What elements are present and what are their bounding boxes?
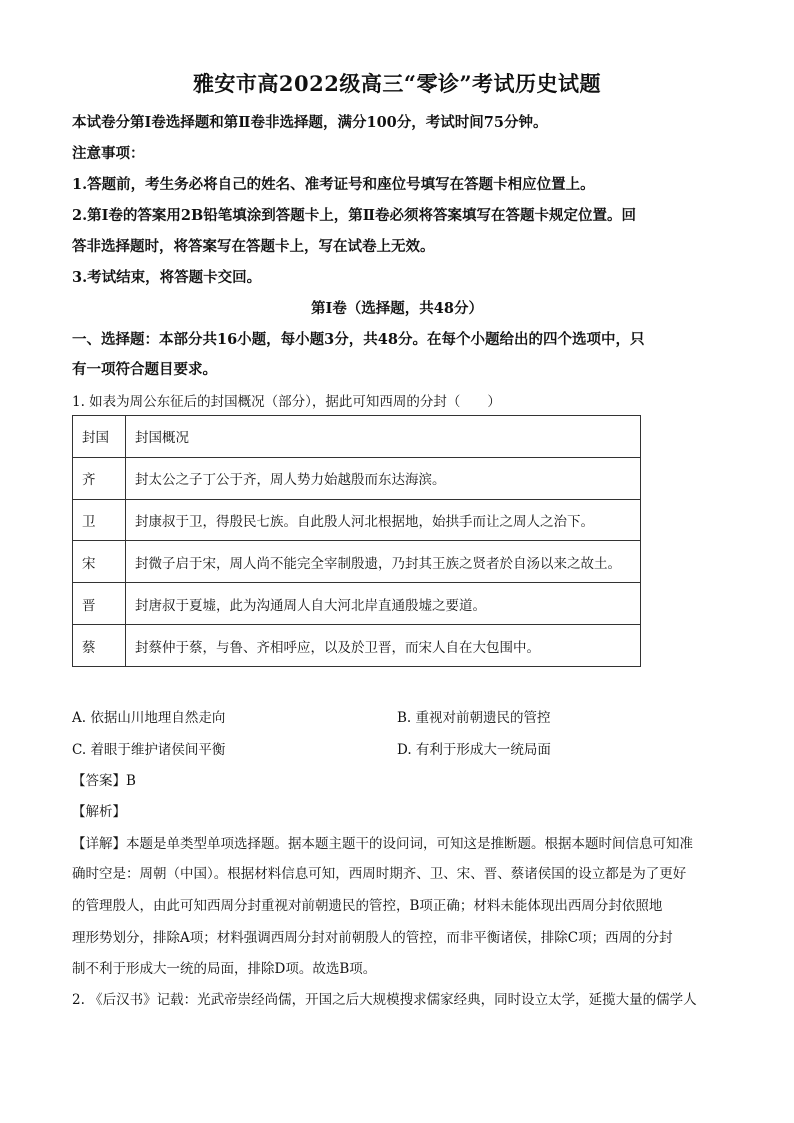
table-header-cell: 封国概况: [126, 416, 641, 458]
table-row: [73, 499, 641, 541]
option-b: B. 重视对前朝遗民的管控: [397, 710, 551, 726]
table-cell-state: 晋: [73, 583, 126, 625]
answer-label: 【答案】B: [72, 773, 136, 789]
table-header-cell: 封国: [73, 416, 126, 458]
table-cell-state: 齐: [73, 457, 126, 499]
option-d: D. 有利于形成大一统局面: [397, 742, 551, 758]
part-heading-line-2: 有一项符合题目要求。: [72, 361, 217, 378]
analysis-line-2: 确时空是：周朝（中国）。根据材料信息可知，西周时期齐、卫、宋、晋、蔡诸侯国的设立都是为了更好: [72, 866, 687, 882]
notice-item-2-cont: 答非选择题时，将答案写在答题卡上，写在试卷上无效。: [72, 238, 435, 255]
table-cell-summary: 封微子启于宋，周人尚不能完全宰制殷遗，乃封其王族之贤者於自汤以来之故土。: [126, 541, 641, 583]
table-cell-state: 卫: [73, 499, 126, 541]
table-cell-summary: 封唐叔于夏墟，此为沟通周人自大河北岸直通殷墟之要道。: [126, 583, 641, 625]
page-title: 雅安市高2022级高三“零诊”考试历史试题: [192, 71, 602, 96]
analysis-line-3: 的管理殷人，由此可知西周分封重视对前朝遗民的管控，B项正确；材料未能体现出西周分封依照地: [72, 898, 663, 914]
table-cell-state: 宋: [73, 541, 126, 583]
table-row: [73, 541, 641, 583]
question-1-stem: 1. 如表为周公东征后的封国概况（部分），据此可知西周的分封（ ）: [72, 394, 501, 410]
notice-heading: 注意事项：: [72, 145, 145, 162]
question-2-stem: 2. 《后汉书》记载：光武帝崇经尚儒，开国之后大规模搜求儒家经典，同时设立太学，延揽大量的儒学人: [72, 992, 697, 1008]
table-cell-state: 蔡: [73, 625, 126, 667]
fief-table: [72, 415, 641, 667]
table-row: [73, 625, 641, 667]
option-c: C. 着眼于维护诸侯间平衡: [72, 742, 226, 758]
analysis-line-5: 制不利于形成大一统的局面，排除D项。故选B项。: [72, 961, 377, 977]
notice-item-3: 3.考试结束，将答题卡交回。: [72, 269, 262, 286]
section-title: 第Ⅰ卷（选择题，共48分）: [311, 300, 483, 317]
analysis-line-4: 理形势划分，排除A项；材料强调西周分封对前朝殷人的管控，而非平衡诸侯，排除C项；西周的分封: [72, 930, 673, 946]
option-a: A. 依据山川地理自然走向: [72, 710, 226, 726]
part-heading-line-1: 一、选择题：本部分共16小题，每小题3分，共48分。在每个小题给出的四个选项中，只: [72, 331, 645, 348]
notice-item-1: 1.答题前，考生务必将自己的姓名、准考证号和座位号填写在答题卡相应位置上。: [72, 176, 595, 193]
table-row: [73, 457, 641, 499]
analysis-heading: 【解析】: [72, 804, 126, 820]
table-cell-summary: 封康叔于卫，得殷民七族。自此殷人河北根据地，始拱手而让之周人之治下。: [126, 499, 641, 541]
exam-intro: 本试卷分第Ⅰ卷选择题和第Ⅱ卷非选择题，满分100分，考试时间75分钟。: [72, 114, 548, 131]
table-cell-summary: 封太公之子丁公于齐，周人势力始越殷而东达海滨。: [126, 457, 641, 499]
notice-item-2: 2.第Ⅰ卷的答案用2B铅笔填涂到答题卡上，第Ⅱ卷必须将答案填写在答题卡规定位置。回: [72, 207, 636, 224]
table-row: [73, 583, 641, 625]
analysis-line-1: 【详解】本题是单类型单项选择题。据本题主题干的设问词，可知这是推断题。根据本题时间信息可知准: [72, 836, 693, 852]
table-header-row: [73, 416, 641, 458]
table-cell-summary: 封蔡仲于蔡，与鲁、齐相呼应，以及於卫晋，而宋人自在大包围中。: [126, 625, 641, 667]
